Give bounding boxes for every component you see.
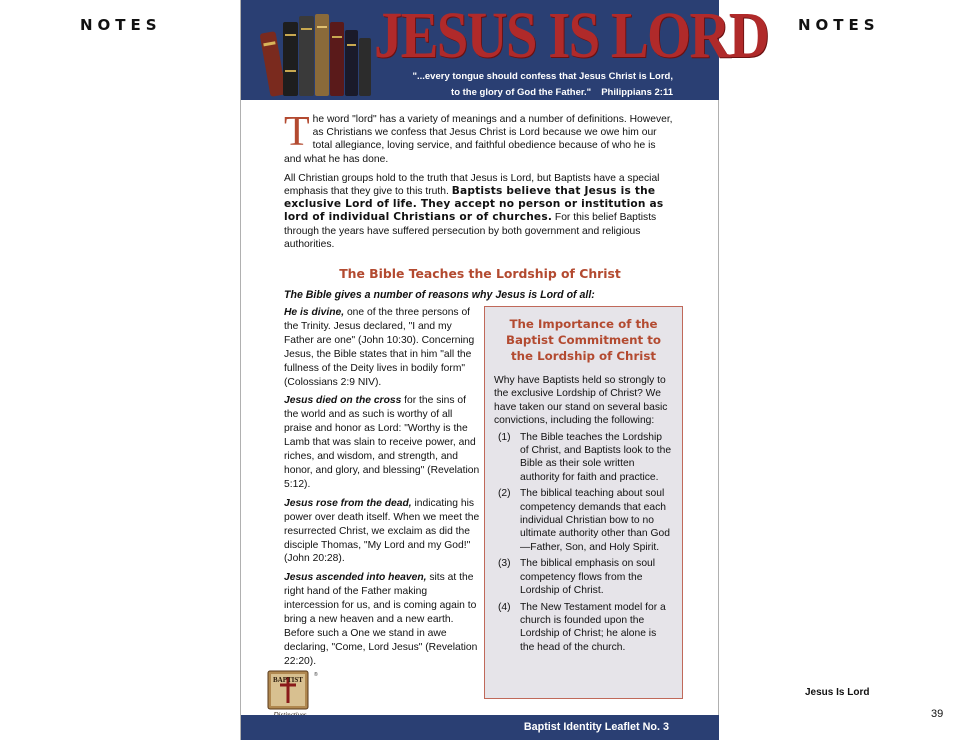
books-illustration bbox=[263, 10, 373, 98]
reason-item bbox=[284, 571, 482, 668]
section-heading: The Bible Teaches the Lordship of Christ bbox=[339, 266, 621, 281]
drop-cap: T bbox=[284, 109, 310, 155]
reason-text: sits at the right hand of the Father making intercession for us, and is coming again to bring a new heaven and a new earth. Before such a One we stand in awe declaring, "Come, Lord Jesus" (Revelation 22:20). bbox=[284, 572, 478, 667]
verse-reference: Philippians 2:11 bbox=[601, 87, 673, 98]
conviction-number: (3) bbox=[498, 558, 511, 570]
reason-item bbox=[284, 394, 482, 491]
conviction-text: The Bible teaches the Lordship of Christ, and Baptists look to the Bible as their sole written authority for faith and practice. bbox=[520, 431, 672, 483]
importance-sidebar bbox=[484, 306, 683, 699]
reason-lead: Jesus died on the cross bbox=[284, 395, 402, 407]
footer-label: Baptist Identity Leaflet No. 3 bbox=[523, 721, 669, 733]
conviction-item bbox=[494, 601, 673, 655]
logo-top-text: BAPTIST bbox=[273, 676, 303, 684]
sidebar-title: The Importance of the Baptist Commitment to the Lordship of Christ bbox=[505, 317, 662, 363]
footer-title: Jesus Is Lord bbox=[805, 687, 870, 698]
conviction-text: The New Testament model for a church is founded upon the Lordship of Christ; he alone is the head of the church. bbox=[520, 601, 666, 653]
notes-label-left: NOTES bbox=[80, 16, 162, 34]
reason-item bbox=[284, 306, 482, 389]
page-number: 39 bbox=[931, 708, 944, 720]
conviction-item bbox=[494, 557, 673, 597]
conviction-item bbox=[494, 487, 673, 554]
conviction-item bbox=[494, 431, 673, 485]
banner-title: JESUS IS LORD bbox=[374, 0, 769, 72]
conviction-number: (2) bbox=[498, 488, 511, 500]
conviction-number: (1) bbox=[498, 431, 511, 443]
reason-lead: Jesus ascended into heaven, bbox=[284, 572, 427, 584]
conviction-text: The biblical teaching about soul competency demands that each individual Christian bow to no ultimate authority other than God—Father, Son, and Holy Spirit. bbox=[520, 488, 670, 553]
intro-paragraph-2-start: All Christian groups hold to the truth that Jesus is Lord, but Baptists have a special emphasis that they give to this truth. bbox=[284, 172, 660, 198]
reasons-column bbox=[284, 306, 482, 674]
reason-lead: He is divine, bbox=[284, 307, 345, 318]
reason-text: one of the three persons of the Trinity. Jesus declared, "I and my Father are one" (John 10:30). Concerning Jesus, the Bible states that in him "all the fullness of the Deity lives in bodily form" (Colossians 2:9 NIV). bbox=[284, 307, 475, 388]
intro-paragraph-1-text: he word "lord" has a variety of meanings and a number of definitions. However, as Christians we confess that Jesus Christ is Lord because we owe him our total allegiance, loving service, and faithful obedience because of who he is and what he has done. bbox=[284, 114, 673, 165]
intro-paragraph-2-emphasis: Baptists believe that Jesus is the exclusive Lord of life. They accept no person or institution as lord of individual Christians or of churches. bbox=[284, 185, 664, 224]
reason-item bbox=[284, 497, 482, 567]
intro-text bbox=[284, 109, 674, 257]
sidebar-intro: Why have Baptists held so strongly to the exclusive Lordship of Christ? We have taken our stand on several basic convictions, including the following: bbox=[494, 375, 668, 427]
conviction-text: The biblical emphasis on soul competency flows from the Lordship of Christ. bbox=[520, 558, 656, 597]
intro-paragraph-2 bbox=[284, 172, 674, 251]
reason-text: for the sins of the world and as such is worthy of all praise and honor as Lord: "Worthy is the Lamb that was slain to receive power, and riches, and wisdom, and strength, and honor, and glory, and blessing" (Revelation 5:12). bbox=[284, 395, 480, 490]
leaflet-page bbox=[240, 0, 769, 740]
conviction-number: (4) bbox=[498, 601, 511, 613]
baptist-distinctives-logo bbox=[260, 667, 322, 719]
section-intro: The Bible gives a number of reasons why Jesus is Lord of all: bbox=[284, 289, 595, 301]
footer-band bbox=[241, 715, 719, 740]
intro-paragraph-2-end: For this belief Baptists through the years have suffered persecution by both government and religious authorities. bbox=[284, 212, 657, 250]
banner-verse bbox=[412, 69, 673, 101]
verse-line-1: "...every tongue should confess that Jesus Christ is Lord, bbox=[412, 71, 673, 82]
intro-paragraph-1 bbox=[284, 109, 674, 166]
verse-line-2-text: to the glory of God the Father." bbox=[451, 87, 592, 98]
reason-lead: Jesus rose from the dead, bbox=[284, 497, 412, 509]
verse-line-2 bbox=[412, 85, 673, 101]
reason-text: indicating his power over death itself. When we meet the resurrected Christ, we exclaim as did the disciple Thomas, "My Lord and my God!" (John 20:28). bbox=[284, 497, 480, 565]
notes-label-right: NOTES bbox=[798, 16, 880, 34]
title-banner bbox=[241, 0, 769, 100]
registered-mark-icon: ® bbox=[314, 672, 318, 678]
